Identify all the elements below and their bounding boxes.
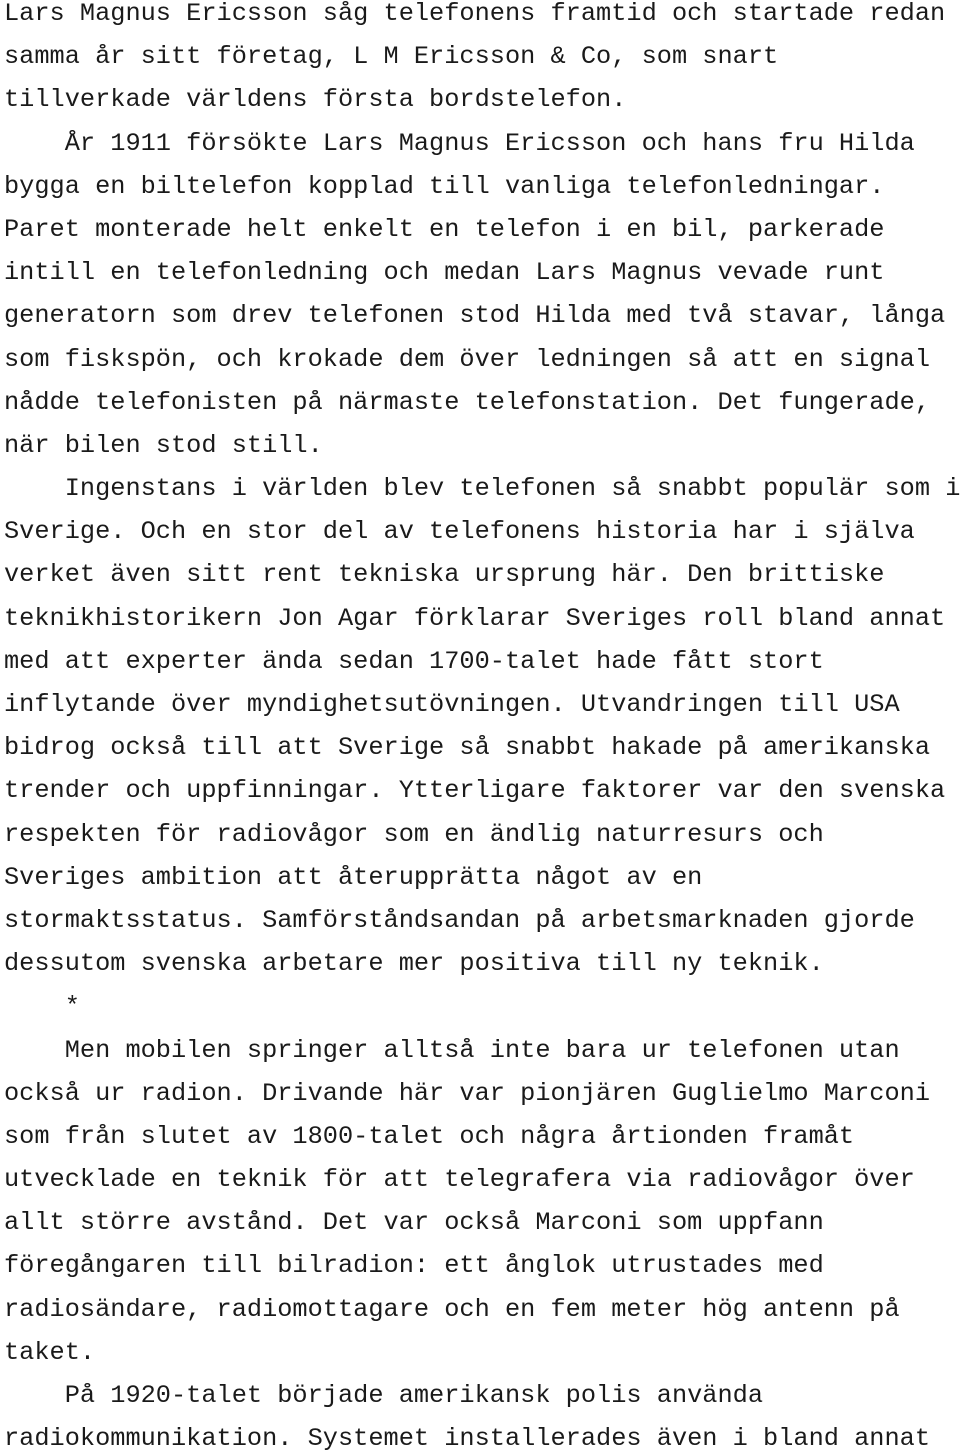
text-line: med att experter ända sedan 1700-talet hade fått stort xyxy=(4,646,824,676)
text-line: generatorn som drev telefonen stod Hilda med två stavar, långa xyxy=(4,301,946,331)
text-line: intill en telefonledning och medan Lars Magnus vevade runt xyxy=(4,258,885,288)
text-line: radiokommunikation. Systemet installerades även i bland annat xyxy=(4,1424,931,1452)
text-line: Paret monterade helt enkelt en telefon i en bil, parkerade xyxy=(4,214,885,244)
text-line: samma år sitt företag, L M Ericsson & Co, som snart xyxy=(4,42,779,72)
text-line: Sverige. Och en stor del av telefonens historia har i själva xyxy=(4,517,915,547)
text-line: taket. xyxy=(4,1337,96,1367)
section-separator: * xyxy=(4,992,80,1022)
body-text xyxy=(4,0,960,1452)
text-line: verket även sitt rent tekniska ursprung här. Den brittiske xyxy=(4,560,885,590)
text-line: utvecklade en teknik för att telegrafera via radiovågor över xyxy=(4,1165,915,1195)
text-line: också ur radion. Drivande här var pionjären Guglielmo Marconi xyxy=(4,1078,931,1108)
text-line: Ingenstans i världen blev telefonen så snabbt populär som i xyxy=(4,474,960,504)
text-line: Men mobilen springer alltså inte bara ur telefonen utan xyxy=(4,1035,900,1065)
text-line: radiosändare, radiomottagare och en fem meter hög antenn på xyxy=(4,1294,900,1324)
text-line: dessutom svenska arbetare mer positiva till ny teknik. xyxy=(4,949,824,979)
text-line: som från slutet av 1800-talet och några årtionden framåt xyxy=(4,1121,855,1151)
text-line: inflytande över myndighetsutövningen. Utvandringen till USA xyxy=(4,690,900,719)
text-line: bygga en biltelefon kopplad till vanliga telefonledningar. xyxy=(4,171,885,201)
text-line: Lars Magnus Ericsson såg telefonens framtid och startade redan xyxy=(4,0,946,28)
text-line: som fiskspön, och krokade dem över ledningen så att en signal xyxy=(4,344,931,374)
text-line: föregångaren till bilradion: ett ånglok utrustades med xyxy=(4,1251,824,1281)
text-line: tillverkade världens första bordstelefon. xyxy=(4,85,627,115)
text-line: trender och uppfinningar. Ytterligare faktorer var den svenska xyxy=(4,776,946,806)
text-line: när bilen stod still. xyxy=(4,430,323,460)
text-line: bidrog också till att Sverige så snabbt hakade på amerikanska xyxy=(4,733,931,763)
text-line: Sveriges ambition att återupprätta något av en xyxy=(4,862,703,892)
text-line: stormaktsstatus. Samförståndsandan på arbetsmarknaden gjorde xyxy=(4,905,915,935)
text-line: År 1911 försökte Lars Magnus Ericsson och hans fru Hilda xyxy=(4,128,915,158)
text-line: respekten för radiovågor som en ändlig naturresurs och xyxy=(4,819,824,849)
text-line: teknikhistorikern Jon Agar förklarar Sveriges roll bland annat xyxy=(4,603,946,633)
text-line: På 1920-talet började amerikansk polis använda xyxy=(4,1381,764,1410)
text-line: allt större avstånd. Det var också Marconi som uppfann xyxy=(4,1208,824,1238)
text-line: nådde telefonisten på närmaste telefonstation. Det fungerade, xyxy=(4,387,931,417)
